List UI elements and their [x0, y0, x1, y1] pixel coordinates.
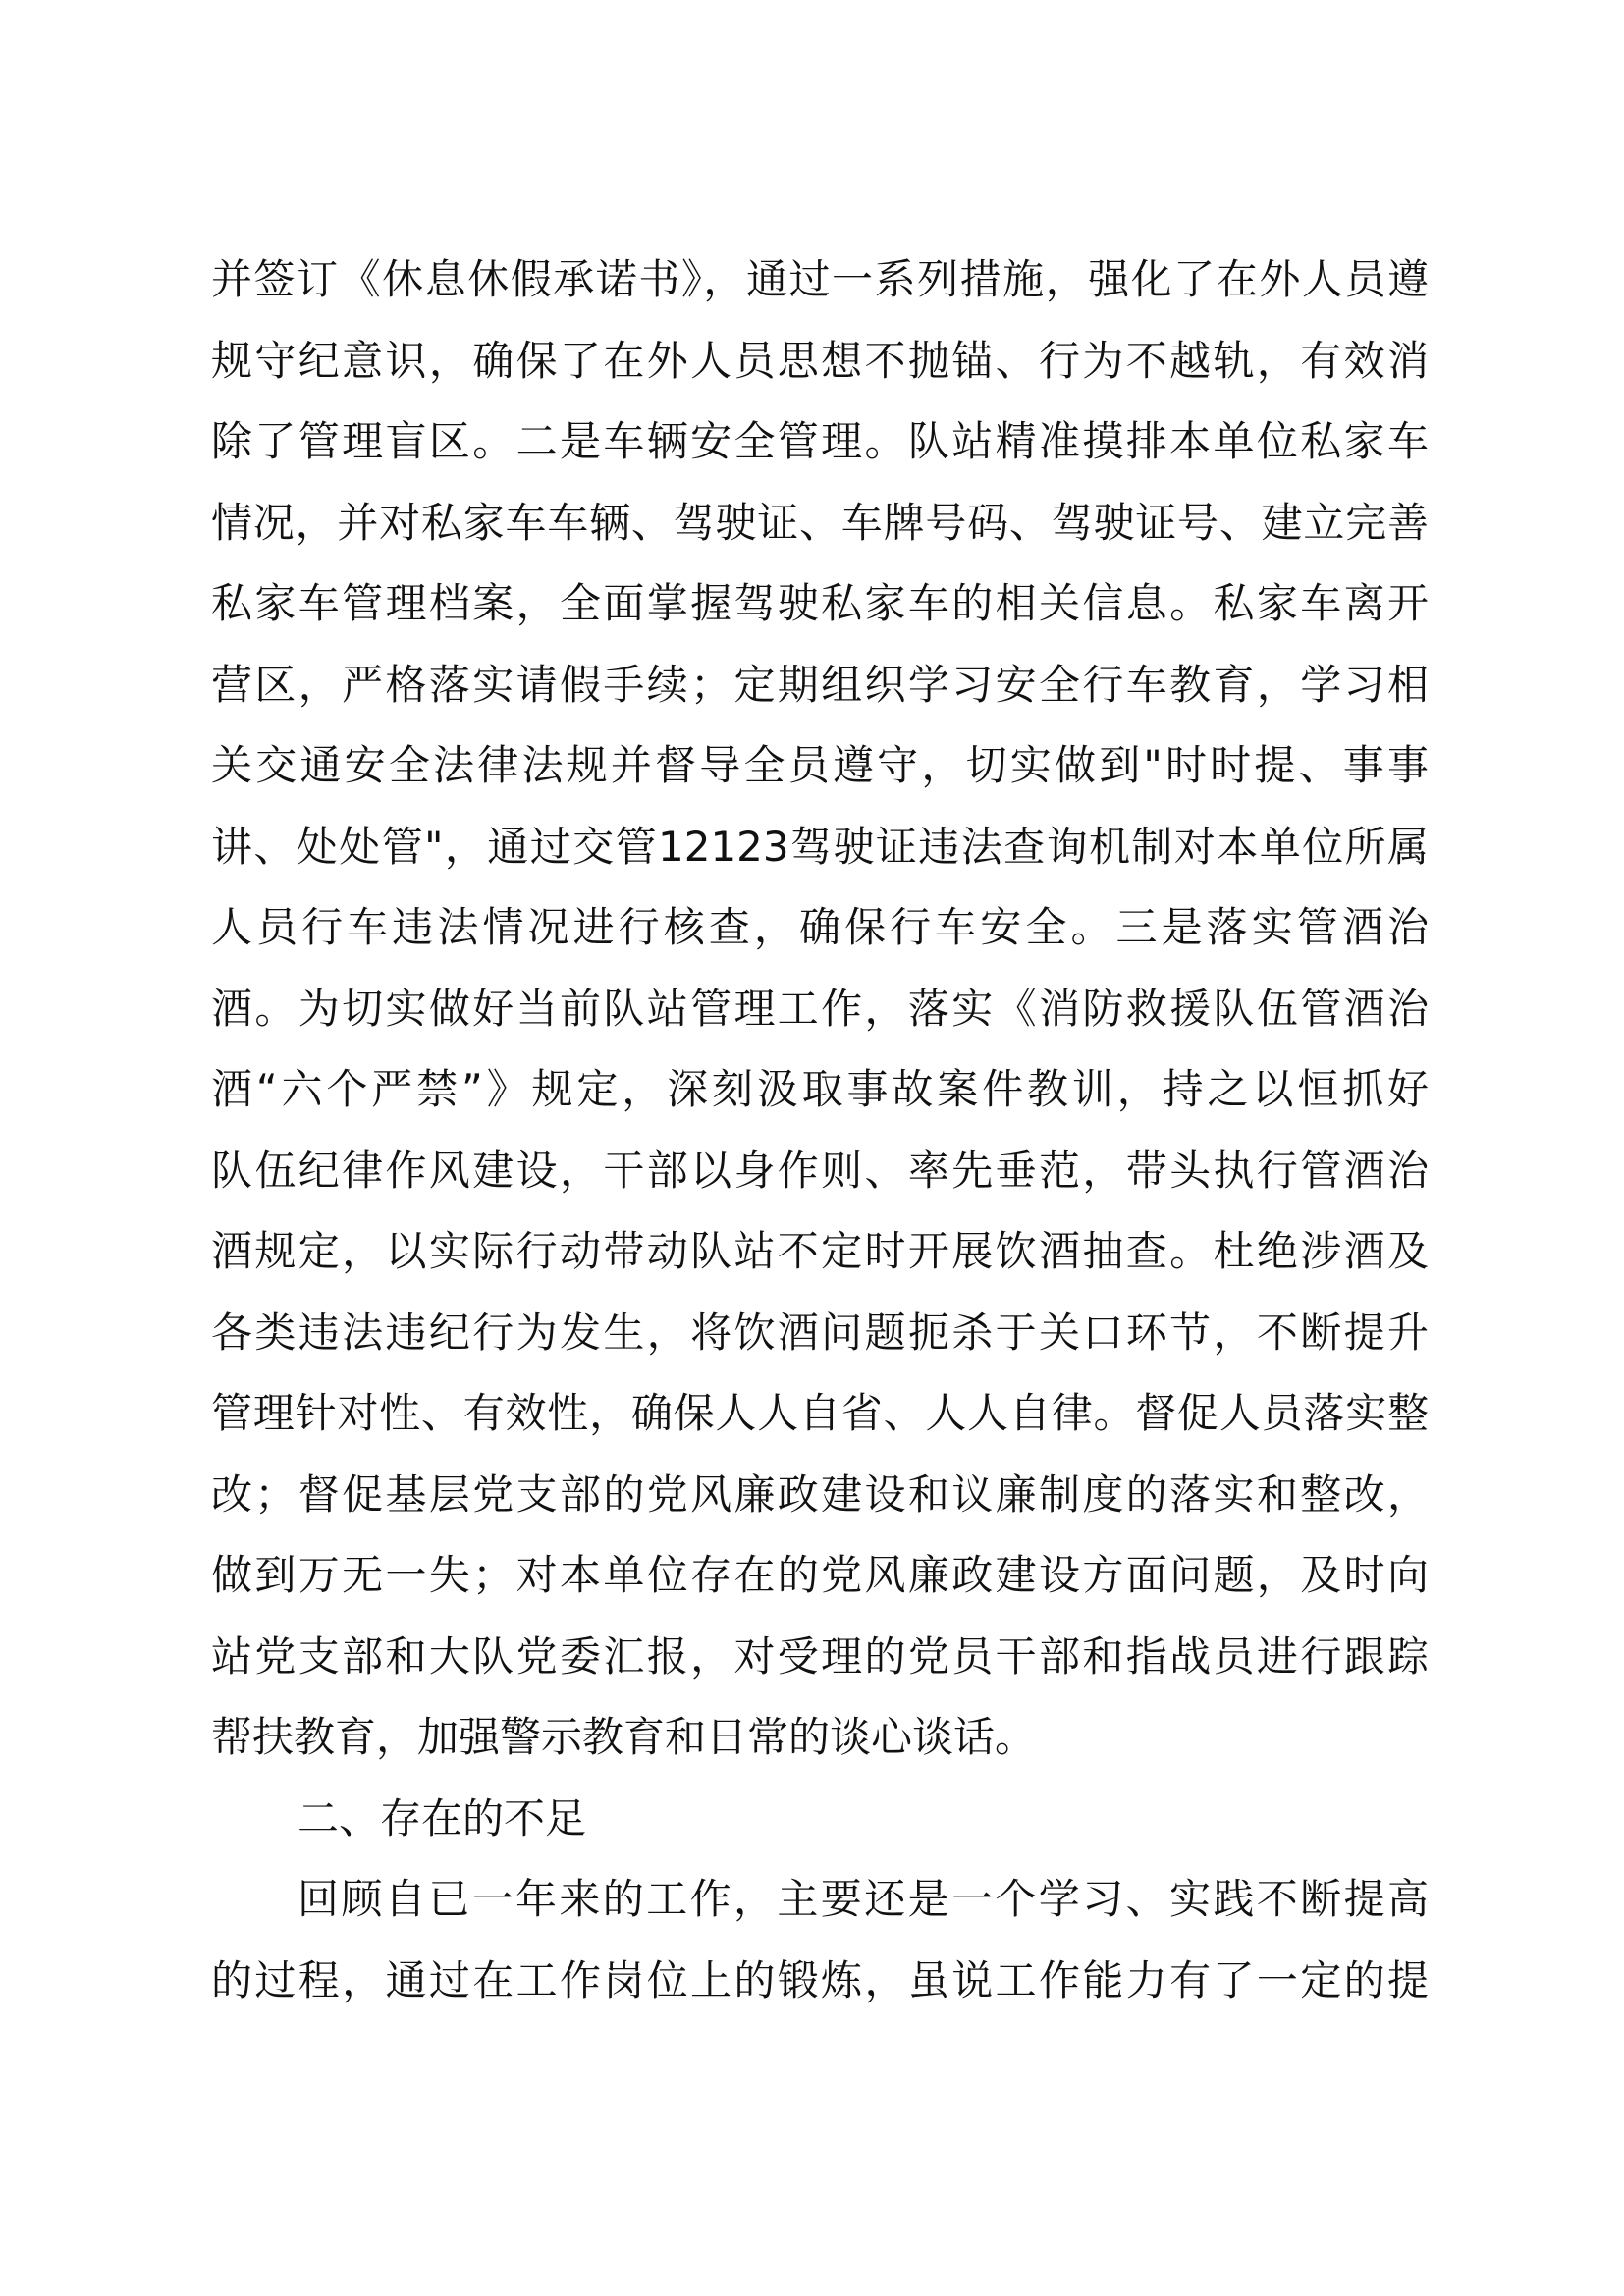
paragraph — [211, 1859, 1429, 2021]
text-line: 除了管理盲区。二是车辆安全管理。队站精准摸排本单位私家车 — [211, 417, 1429, 465]
text-line: 情况，并对私家车车辆、驾驶证、车牌号码、驾驶证号、建立完善 — [211, 498, 1429, 547]
text-line: 的过程，通过在工作岗位上的锻炼，虽说工作能力有了一定的提 — [211, 1955, 1429, 2004]
section-heading — [211, 1779, 1429, 1860]
paragraph — [211, 240, 1429, 1779]
text-line: 讲、处处管"，通过交管12123驾驶证违法查询机制对本单位所属 — [211, 822, 1429, 871]
text-line: 做到万无一失；对本单位存在的党风廉政建设方面问题，及时向 — [211, 1551, 1429, 1599]
text-line: 改；督促基层党支部的党风廉政建设和议廉制度的落实和整改， — [211, 1469, 1429, 1519]
text-line: 管理针对性、有效性，确保人人自省、人人自律。督促人员落实整 — [211, 1389, 1429, 1437]
text-line: 私家车管理档案，全面掌握驾驶私家车的相关信息。私家车离开 — [211, 579, 1429, 627]
text-line: 人员行车违法情况进行核查，确保行车安全。三是落实管酒治 — [211, 903, 1429, 951]
text-line: 规守纪意识，确保了在外人员思想不抛锚、行为不越轨，有效消 — [211, 336, 1429, 385]
text-line: 酒规定，以实际行动带动队站不定时开展饮酒抽查。杜绝涉酒及 — [211, 1227, 1429, 1275]
text-line: 队伍纪律作风建设，干部以身作则、率先垂范，带头执行管酒治 — [211, 1146, 1429, 1195]
text-line: 站党支部和大队党委汇报，对受理的党员干部和指战员进行跟踪 — [211, 1631, 1429, 1681]
text-line: 并签订《休息休假承诺书》，通过一系列措施，强化了在外人员遵 — [211, 255, 1429, 303]
document-page — [211, 240, 1429, 2021]
text-line: 各类违法违纪行为发生，将饮酒问题扼杀于关口环节，不断提升 — [211, 1308, 1429, 1357]
text-line: 回顾自已一年来的工作，主要还是一个学习、实践不断提高 — [298, 1875, 1429, 1923]
text-line: 营区，严格落实请假手续；定期组织学习安全行车教育，学习相 — [211, 660, 1429, 709]
text-line: 二、存在的不足 — [298, 1793, 587, 1842]
text-line: 酒“六个严禁”》规定，深刻汲取事故案件教训，持之以恒抓好 — [211, 1065, 1429, 1113]
text-line: 酒。为切实做好当前队站管理工作，落实《消防救援队伍管酒治 — [211, 984, 1429, 1033]
text-line: 关交通安全法律法规并督导全员遵守，切实做到"时时提、事事 — [211, 741, 1429, 789]
text-line: 帮扶教育，加强警示教育和日常的谈心谈话。 — [211, 1713, 1037, 1761]
